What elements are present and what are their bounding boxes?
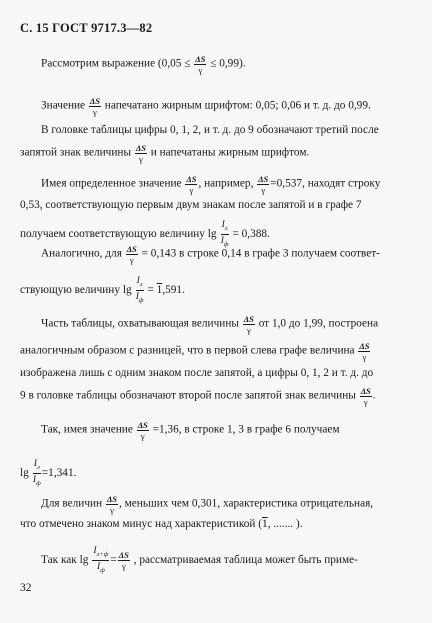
p7-line2: lg $\frac{I_л}{I_ф}$ =1,341.	[20, 458, 76, 489]
fraction-ds-gamma: $\frac{\Delta S}{\gamma}$	[243, 314, 254, 335]
p6-line3: изображена лишь с одним знаком после запятой, а цифры 0, 1, 2 и т. д. до	[20, 367, 374, 379]
fraction-ds-gamma: $\frac{\Delta S}{\gamma}$	[118, 550, 129, 572]
p5-line2: ствующую величину lg $\frac{I_л}{I_ф}$ = 1,591.	[20, 275, 185, 306]
p9-line1: Так как lg $\frac{I_{л+ф}}{I_ф}$ = $\frac{\Delta S}{\gamma}$ , рассматриваемая таблица может быть приме-	[41, 545, 358, 576]
p8-line1: Для величин $\frac{\Delta S}{\gamma}$ , меньших чем 0,301, характеристика отрицательная,	[41, 494, 374, 515]
p1-line1: Рассмотрим выражение (0,05 ≤ $\frac{\Delta S}{\gamma}$ ≤ 0,99).	[41, 54, 246, 75]
page-number: 32	[20, 582, 32, 594]
fraction-ds-gamma: $\frac{\Delta S}{\gamma}$	[135, 143, 146, 164]
fraction-il-if: $\frac{I_л}{I_ф}$	[220, 220, 229, 248]
negative-characteristic: 1	[156, 283, 163, 296]
fraction-ds-gamma: $\frac{\Delta S}{\gamma}$	[258, 174, 269, 195]
fraction-ds-gamma: $\frac{\Delta S}{\gamma}$	[106, 494, 117, 515]
fraction-ilf-if: $\frac{I_{л+ф}}{I_ф}$	[93, 546, 109, 574]
p3-line1: В головке таблицы цифры 0, 1, 2, и т. д. до 9 обозначают третий после	[41, 124, 379, 136]
p8-line2: что отмечено знаком минус над характеристикой (1, ....... ).	[20, 518, 303, 530]
fraction-ds-gamma: $\frac{\Delta S}{\gamma}$	[126, 244, 137, 265]
p5-line1: Аналогично, для $\frac{\Delta S}{\gamma}$ = 0,143 в строке 0,14 в графе 3 получаем соответ-	[41, 244, 380, 265]
p3-line2: запятой знак величины $\frac{\Delta S}{\gamma}$ и напечатаны жирным шрифтом.	[20, 143, 310, 164]
fraction-ds-gamma: $\frac{\Delta S}{\gamma}$	[137, 420, 148, 441]
p6-line1: Часть таблицы, охватывающая величины $\frac{\Delta S}{\gamma}$ от 1,0 до 1,99, построена	[41, 314, 379, 335]
p7-line1: Так, имея значение $\frac{\Delta S}{\gamma}$ =1,36, в строке 1, 3 в графе 6 получаем	[41, 420, 340, 441]
fraction-ds-gamma: $\frac{\Delta S}{\gamma}$	[89, 96, 100, 117]
p6-line4: 9 в головке таблицы обозначают второй после запятой знак величины $\frac{\Delta S}{\gamma}$ .	[20, 386, 376, 407]
fraction-ds-gamma: $\frac{\Delta S}{\gamma}$	[195, 54, 206, 75]
fraction-il-if: $\frac{I_л}{I_ф}$	[135, 276, 144, 304]
p2-line1: Значение $\frac{\Delta S}{\gamma}$ напечатано жирным шрифтом: 0,05; 0,06 и т. д. до 0,99.	[41, 96, 371, 117]
negative-characteristic: 1	[262, 518, 268, 530]
p6-line2: аналогичным образом с разницей, что в первой слева графе величина $\frac{\Delta S}{\gamma}$	[20, 341, 370, 362]
p4-line2: 0,53, соответствующую первым двум знакам после запятой и в графе 7	[20, 199, 362, 211]
p4-line1: Имея определенное значение $\frac{\Delta S}{\gamma}$ , например, $\frac{\Delta S}{\gamma}$ =0,537, находят строку	[41, 174, 381, 195]
page-header: С. 15 ГОСТ 9717.3—82	[20, 21, 153, 35]
p4-line3: получаем соответствующую величину lg $\frac{I_л}{I_ф}$ = 0,388.	[20, 219, 270, 250]
fraction-ds-gamma: $\frac{\Delta S}{\gamma}$	[186, 174, 197, 195]
fraction-ds-gamma: $\frac{\Delta S}{\gamma}$	[360, 386, 371, 407]
fraction-il-if: $\frac{I_л}{I_ф}$	[32, 459, 41, 487]
fraction-ds-gamma: $\frac{\Delta S}{\gamma}$	[359, 341, 370, 362]
